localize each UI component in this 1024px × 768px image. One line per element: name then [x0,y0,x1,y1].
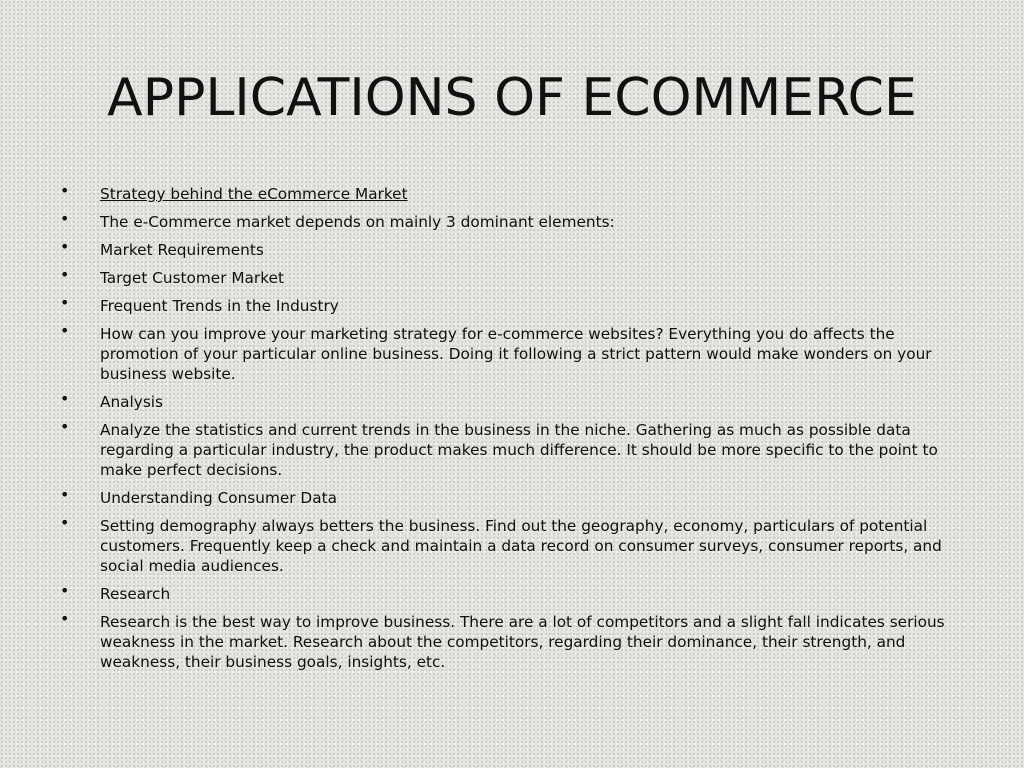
bullet-icon: • [60,485,70,504]
bullet-text: Research is the best way to improve business. There are a lot of competitors and a slight fall indicates serious weakness in the market. Research about the competitors, regarding their dominance, their strength, and weakness, their business goals, insights, etc. [100,613,945,671]
bullet-list [56,181,968,680]
bullet-text: The e-Commerce market depends on mainly 3 dominant elements: [100,213,615,231]
bullet-icon: • [60,513,70,532]
bullet-text: Market Requirements [100,241,264,259]
bullet-item [56,293,968,316]
bullet-text: Target Customer Market [100,269,284,287]
slide-title: APPLICATIONS OF ECOMMERCE [107,68,917,128]
bullet-item [56,209,968,232]
bullet-item [56,609,968,672]
bullet-icon: • [60,265,70,284]
bullet-item [56,181,968,204]
bullet-item [56,513,968,576]
bullet-text: Frequent Trends in the Industry [100,297,339,315]
bullet-icon: • [60,181,70,200]
bullet-text: Understanding Consumer Data [100,489,337,507]
bullet-item [56,581,968,604]
bullet-text: How can you improve your marketing strategy for e-commerce websites? Everything you do affects the promotion of your particular online business. Doing it following a strict pattern would make wonders on your business website. [100,325,932,383]
bullet-item [56,265,968,288]
bullet-icon: • [60,417,70,436]
bullet-icon: • [60,389,70,408]
bullet-item [56,321,968,384]
bullet-icon: • [60,581,70,600]
bullet-icon: • [60,609,70,628]
bullet-icon: • [60,209,70,228]
bullet-icon: • [60,293,70,312]
bullet-icon: • [60,321,70,340]
bullet-item [56,389,968,412]
bullet-text: Analyze the statistics and current trends in the business in the niche. Gathering as much as possible data regarding a particular industry, the product makes much difference. It should be more specific to the point to make perfect decisions. [100,421,938,479]
bullet-icon: • [60,237,70,256]
bullet-item [56,417,968,480]
bullet-item [56,237,968,260]
bullet-text: Research [100,585,171,603]
bullet-text: Analysis [100,393,164,411]
bullet-item [56,485,968,508]
bullet-text-heading: Strategy behind the eCommerce Market [100,185,408,203]
bullet-text: Setting demography always betters the business. Find out the geography, economy, particulars of potential customers. Frequently keep a check and maintain a data record on consumer surveys, consumer reports, and social media audiences. [100,517,942,575]
